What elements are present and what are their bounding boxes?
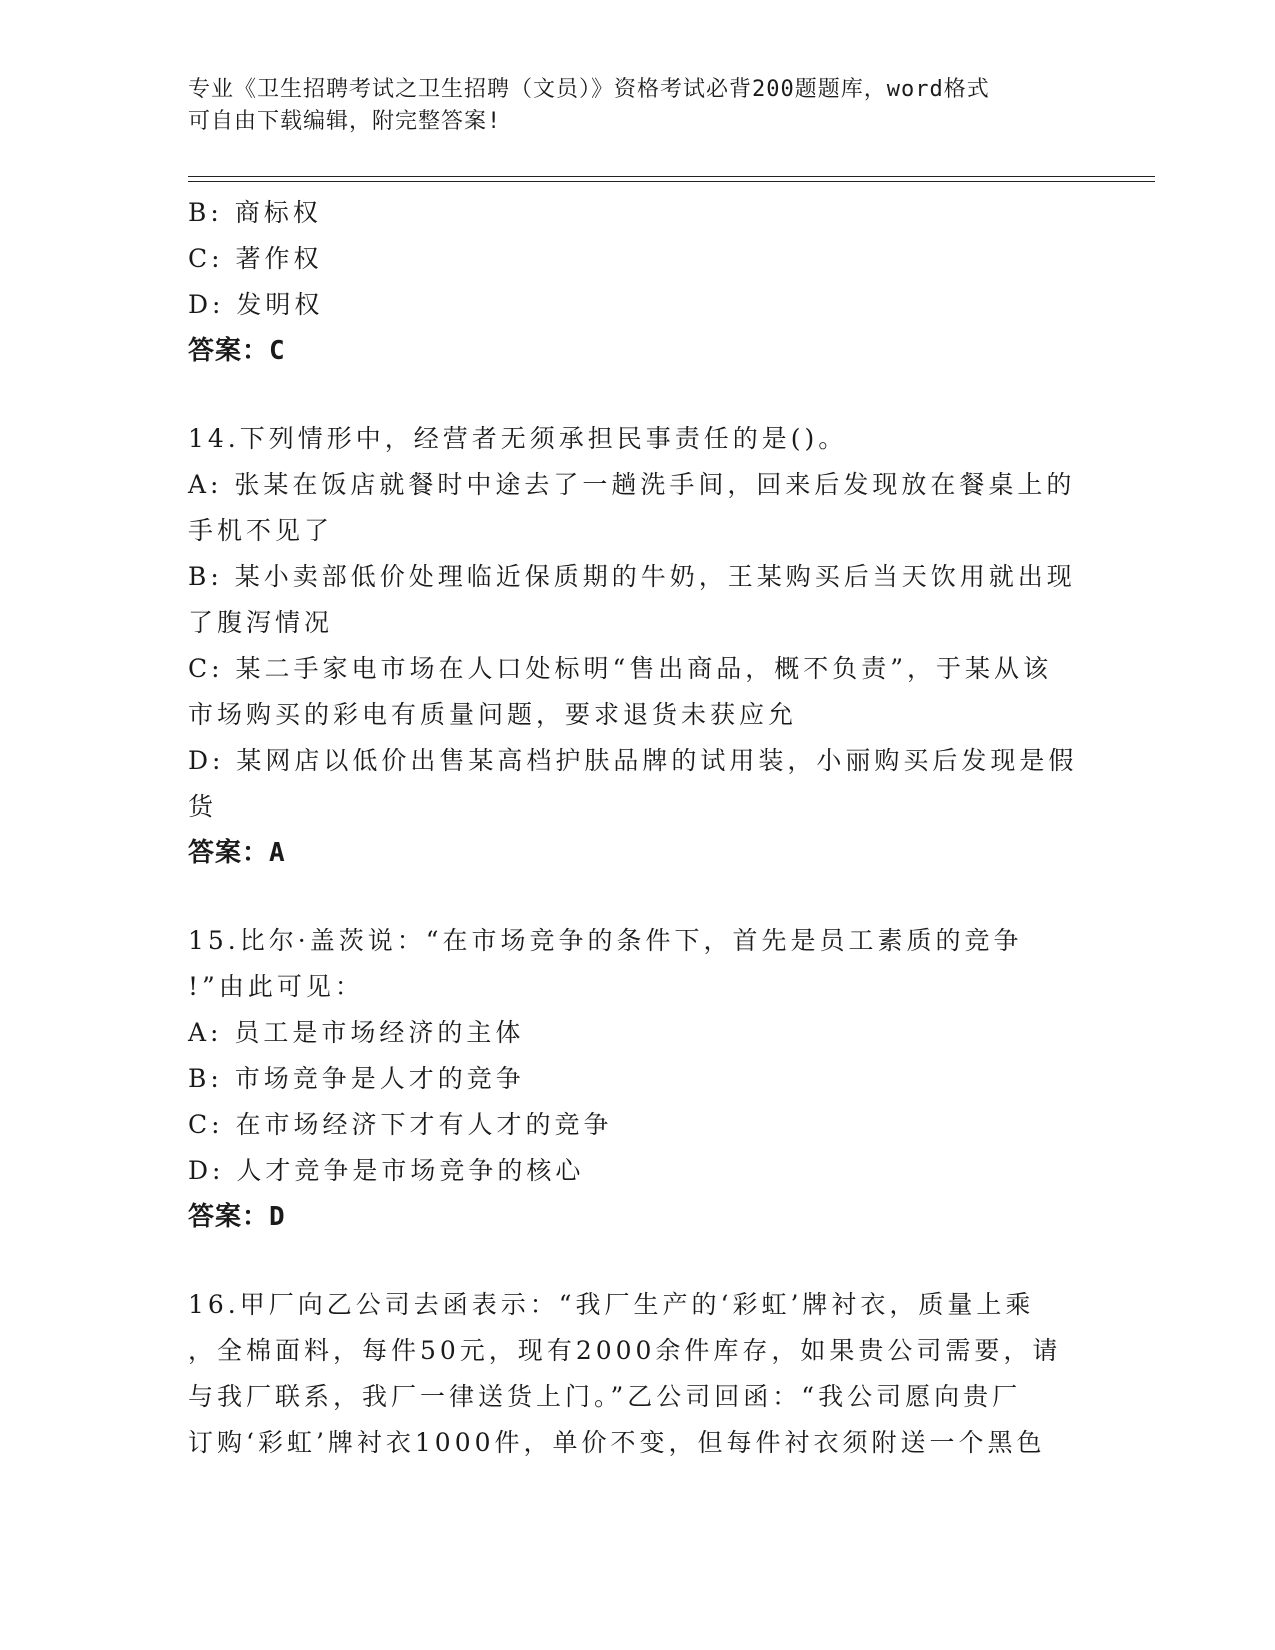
option-d-line-1: D: 某网店以低价出售某高档护肤品牌的试用装，小丽购买后发现是假 bbox=[188, 746, 1078, 775]
document-header bbox=[188, 74, 1068, 138]
question-text-line-2: ，全棉面料，每件50元，现有2000余件库存，如果贵公司需要，请 bbox=[188, 1336, 1062, 1365]
option-a: A: 员工是市场经济的主体 bbox=[188, 1018, 525, 1047]
question-text-line-3: 与我厂联系，我厂一律送货上门。”乙公司回函：“我公司愿向贵厂 bbox=[188, 1382, 1022, 1411]
question-text-line-1: 15.比尔·盖茨说：“在市场竞争的条件下，首先是员工素质的竞争 bbox=[188, 926, 1023, 955]
question-text-line-2: !”由此可见： bbox=[188, 972, 364, 1001]
question-15 bbox=[188, 918, 1088, 1240]
option-b-line-1: B: 某小卖部低价处理临近保质期的牛奶，王某购买后当天饮用就出现 bbox=[188, 562, 1076, 591]
answer-label: 答案：A bbox=[188, 838, 286, 868]
question-13-remainder bbox=[188, 190, 1088, 374]
option-a-line-2: 手机不见了 bbox=[188, 516, 334, 545]
option-d: D: 人才竞争是市场竞争的核心 bbox=[188, 1156, 585, 1185]
question-16 bbox=[188, 1282, 1088, 1466]
option-b: B: 商标权 bbox=[188, 198, 322, 227]
header-divider-bottom bbox=[188, 181, 1155, 182]
option-b-line-2: 了腹泻情况 bbox=[188, 608, 334, 637]
question-14 bbox=[188, 416, 1088, 876]
question-text-line-1: 16.甲厂向乙公司去函表示：“我厂生产的‘彩虹’牌衬衣，质量上乘 bbox=[188, 1290, 1035, 1319]
option-c: C: 著作权 bbox=[188, 244, 323, 273]
option-c-line-1: C: 某二手家电市场在人口处标明“售出商品，概不负责”，于某从该 bbox=[188, 654, 1053, 683]
option-b: B: 市场竞争是人才的竞争 bbox=[188, 1064, 525, 1093]
option-d-line-2: 货 bbox=[188, 792, 218, 821]
question-text-line-4: 订购‘彩虹’牌衬衣1000件，单价不变，但每件衬衣须附送一个黑色 bbox=[188, 1428, 1046, 1457]
header-line-2: 可自由下载编辑，附完整答案! bbox=[188, 109, 502, 134]
option-c: C: 在市场经济下才有人才的竞争 bbox=[188, 1110, 613, 1139]
header-divider-top bbox=[188, 176, 1155, 177]
option-a-line-1: A: 张某在饭店就餐时中途去了一趟洗手间，回来后发现放在餐桌上的 bbox=[188, 470, 1076, 499]
header-line-1: 专业《卫生招聘考试之卫生招聘（文员）》资格考试必背200题题库，word格式 bbox=[188, 77, 990, 102]
document-body bbox=[188, 190, 1088, 1466]
option-d: D: 发明权 bbox=[188, 290, 324, 319]
question-text: 14.下列情形中，经营者无须承担民事责任的是()。 bbox=[188, 424, 848, 453]
answer-label: 答案：D bbox=[188, 1202, 286, 1232]
answer-label: 答案：C bbox=[188, 336, 286, 366]
option-c-line-2: 市场购买的彩电有质量问题，要求退货未获应允 bbox=[188, 700, 798, 729]
